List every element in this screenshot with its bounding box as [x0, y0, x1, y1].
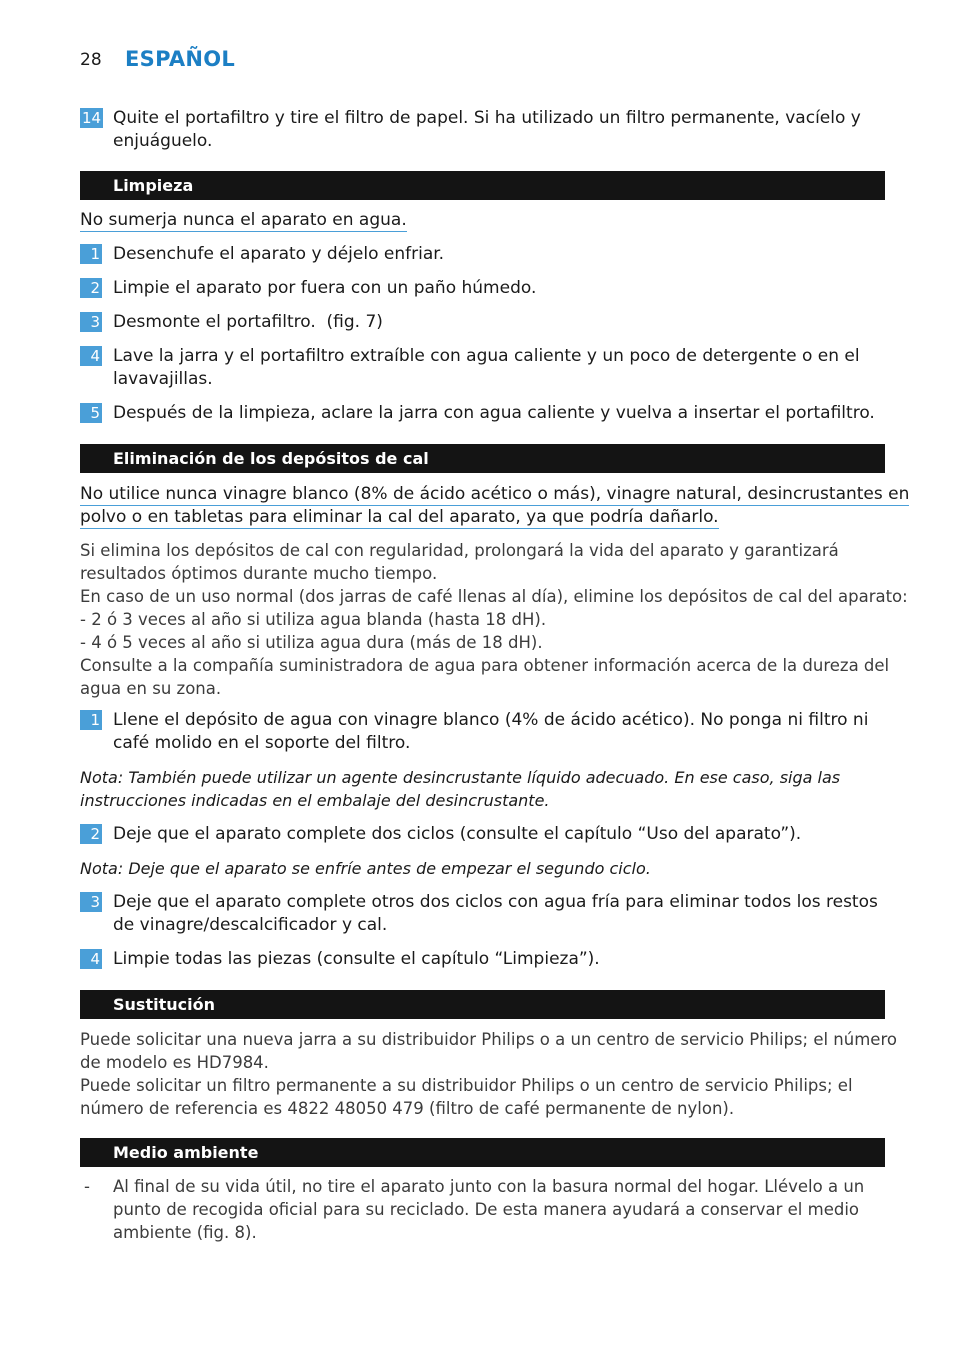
step-number-badge: 3	[80, 312, 102, 332]
section-header-sustitucion: Sustitución	[80, 990, 885, 1019]
note-enfriar: Nota: Deje que el aparato se enfríe antes de empezar el segundo ciclo.	[80, 859, 651, 878]
step-text: Desenchufe el aparato y déjelo enfriar.	[113, 244, 445, 264]
warning-text-line: No utilice nunca vinagre blanco (8% de ácido acético o más), vinagre natural, desincrustantes en	[80, 484, 910, 504]
paragraph-line: Puede solicitar un filtro permanente a su distribuidor Philips o un centro de servicio Philips; el	[80, 1076, 853, 1095]
paragraph-line: agua en su zona.	[80, 679, 222, 698]
step-4	[80, 345, 890, 391]
step-text: Llene el depósito de agua con vinagre blanco (4% de ácido acético). No ponga ni filtro ni café molido en el soporte del filtro.	[113, 710, 869, 753]
warning-text-line: polvo o en tabletas para eliminar la cal del aparato, ya que podría dañarlo.	[80, 507, 719, 527]
paragraph-line: En caso de un uso normal (dos jarras de café llenas al día), elimine los depósitos de cal del aparato:	[80, 587, 908, 606]
cal-step-2	[80, 823, 890, 846]
step-number-badge: 2	[80, 824, 102, 844]
warning-cal	[80, 483, 910, 529]
step-2	[80, 277, 890, 300]
bullet-dash: -	[84, 1177, 90, 1196]
step-text: Después de la limpieza, aclare la jarra con agua caliente y vuelva a insertar el portafiltro.	[113, 403, 875, 423]
section-header-medio-ambiente: Medio ambiente	[80, 1138, 885, 1167]
step-text: Desmonte el portafiltro. (fig. 7)	[113, 312, 383, 332]
paragraph-line: - 4 ó 5 veces al año si utiliza agua dura (más de 18 dH).	[80, 633, 543, 652]
step-number-badge: 4	[80, 949, 102, 969]
step-3	[80, 311, 890, 334]
page-number: 28	[80, 50, 102, 70]
step-number-badge: 5	[80, 403, 102, 423]
paragraph-line: - 2 ó 3 veces al año si utiliza agua blanda (hasta 18 dH).	[80, 610, 547, 629]
step-number-badge: 1	[80, 710, 102, 730]
step-number-badge: 14	[82, 109, 102, 127]
paragraph-line: resultados óptimos durante mucho tiempo.	[80, 564, 438, 583]
section-header-limpieza: Limpieza	[80, 171, 885, 200]
environment-bullet	[80, 1175, 890, 1244]
paragraph-line: Puede solicitar una nueva jarra a su distribuidor Philips o a un centro de servicio Philips; el número	[80, 1030, 897, 1049]
cal-paragraph	[80, 539, 908, 700]
step-text: Deje que el aparato complete dos ciclos (consulte el capítulo “Uso del aparato”).	[113, 824, 802, 844]
step-text: Deje que el aparato complete otros dos ciclos con agua fría para eliminar todos los restos de vinagre/descalcificador y cal.	[113, 892, 878, 935]
step-number-badge: 4	[80, 346, 102, 366]
sustitucion-paragraph	[80, 1028, 897, 1120]
step-number-badge: 1	[80, 244, 102, 264]
language-heading: ESPAÑOL	[125, 47, 236, 71]
cal-step-3	[80, 891, 890, 937]
cal-step-1	[80, 709, 890, 755]
paragraph-line: Consulte a la compañía suministradora de agua para obtener información acerca de la dureza del	[80, 656, 890, 675]
step-text: Limpie el aparato por fuera con un paño húmedo.	[113, 278, 537, 298]
warning-limpieza	[80, 209, 890, 232]
bullet-text: Al final de su vida útil, no tire el aparato junto con la basura normal del hogar. Llévelo a un punto de recogida oficial para su reciclado. De esta manera ayudará a conservar el medio ambiente (fig. 8).	[113, 1177, 865, 1242]
paragraph-line: de modelo es HD7984.	[80, 1053, 269, 1072]
step-number-badge: 2	[80, 278, 102, 298]
paragraph-line: Si elimina los depósitos de cal con regularidad, prolongará la vida del aparato y garantizará	[80, 541, 839, 560]
step-14	[80, 107, 890, 153]
paragraph-line: número de referencia es 4822 48050 479 (filtro de café permanente de nylon).	[80, 1099, 735, 1118]
step-5	[80, 402, 890, 425]
step-text: Lave la jarra y el portafiltro extraíble con agua caliente y un poco de detergente o en el lavavajillas.	[113, 346, 860, 389]
step-1	[80, 243, 890, 266]
note-desincrustante: Nota: También puede utilizar un agente desincrustante líquido adecuado. En ese caso, siga las instrucciones indicadas en el embalaje del desincrustante.	[80, 768, 841, 810]
step-text: Quite el portafiltro y tire el filtro de papel. Si ha utilizado un filtro permanente, vacíelo y enjuáguelo.	[113, 108, 861, 151]
step-number-badge: 3	[80, 892, 102, 912]
cal-step-4	[80, 948, 890, 971]
warning-text: No sumerja nunca el aparato en agua.	[80, 210, 407, 230]
step-text: Limpie todas las piezas (consulte el capítulo “Limpieza”).	[113, 949, 600, 969]
section-header-cal: Eliminación de los depósitos de cal	[80, 444, 885, 473]
